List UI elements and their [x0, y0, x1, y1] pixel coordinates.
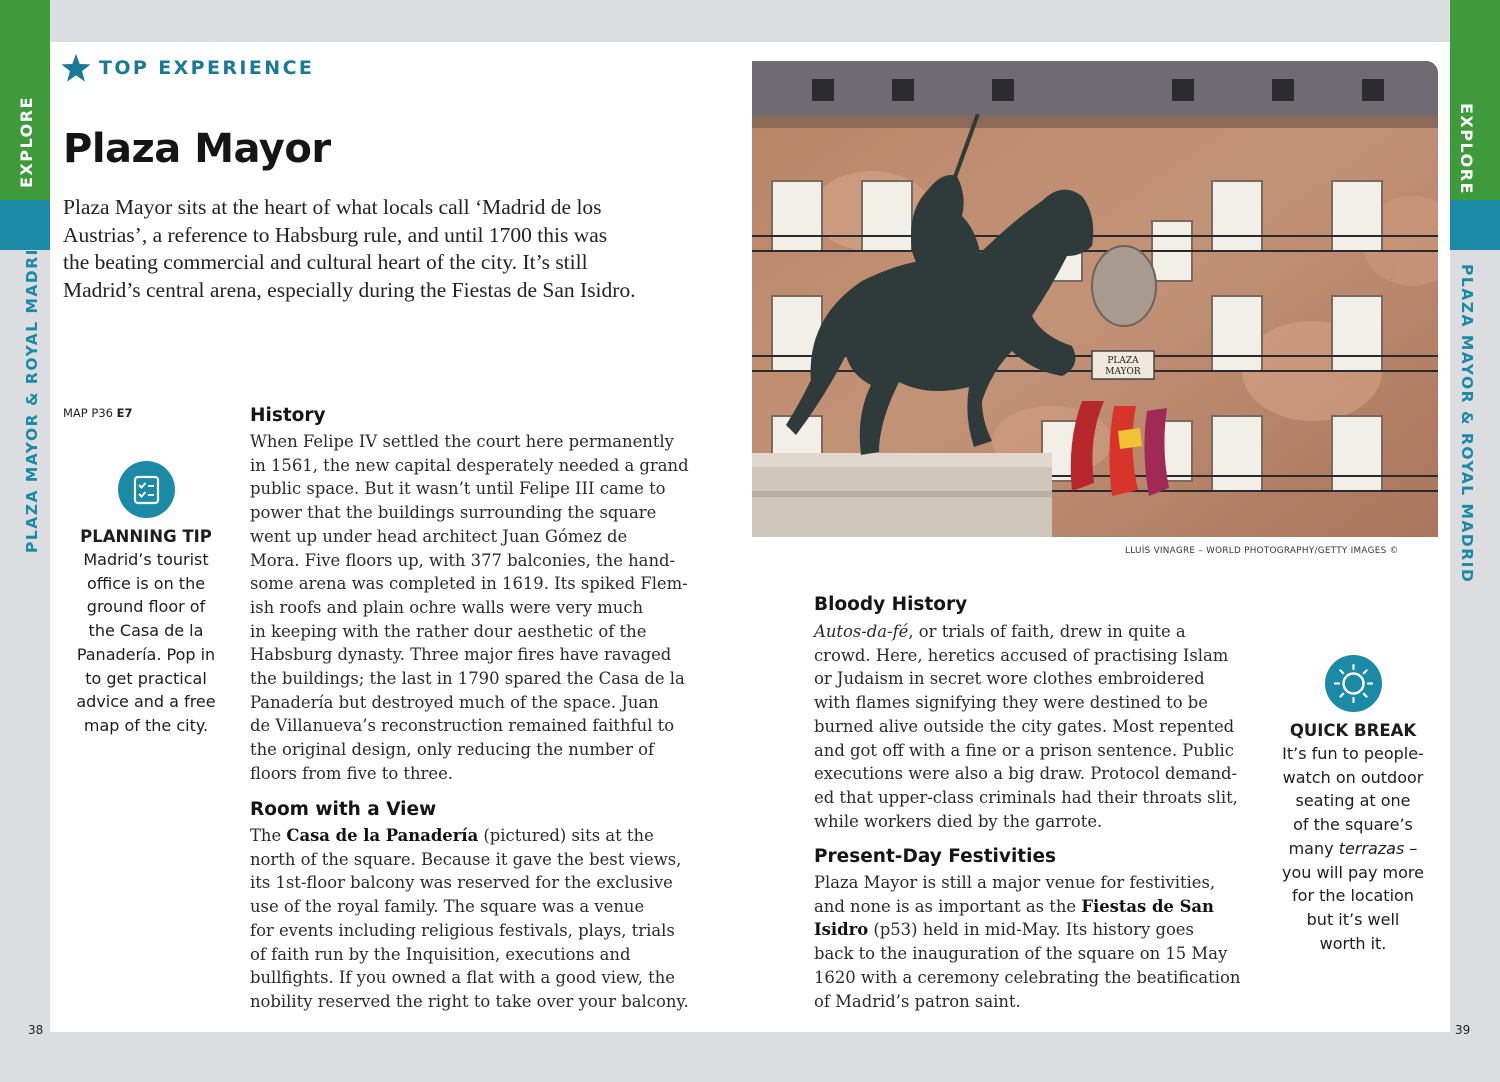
right-chapter-tab-band	[1450, 200, 1500, 250]
top-experience-kicker: TOP EXPERIENCE	[99, 57, 315, 79]
plaza-mayor-photo	[752, 61, 1438, 537]
right-page-number: 39	[1455, 1023, 1471, 1037]
bloody-history-body: Autos-da-fé, or trials of faith, drew in quite a crowd. Here, heretics accused of practising Islam or Judaism in secret wore clothes embroidered with flames signifying they were destined to be burned alive outside the city gates. Most repented and got off with a fine or a prison sentence. Public executions were also a big draw. Protocol demand- ed that upper-class criminals had their throats slit, while workers died by the garrote.	[814, 622, 1238, 831]
map-reference[interactable]: MAP P36 E7	[63, 406, 133, 420]
history-body: When Felipe IV settled the court here permanently in 1561, the new capital desperately needed a grand public space. But it wasn’t until Felipe III came to power that the buildings surrounding the square went up under head architect Juan Gómez de Mora. Five floors up, with 377 balconies, the hand- some arena was completed in 1619. Its spiked Flem- ish roofs and plain ochre walls were very much in keeping with the rather dour aesthetic of the Habsburg dynasty. Three major fires have ravaged the buildings; the last in 1790 spared the Casa de la Panadería but destroyed much of the space. Juan de Villanueva’s reconstruction remained faithful to the original design, only reducing the number of floors from five to three.	[250, 432, 689, 783]
room-view-body: The Casa de la Panadería (pictured) sits at the north of the square. Because it gave the best views, its 1st-floor balcony was reserved for the exclusive use of the royal family. The square was a venue for events including religious festivals, plays, trials of faith run by the Inquisition, executions and bullfights. If you owned a flat with a good view, the nobility reserved the right to take over your balcony.	[250, 826, 689, 1011]
right-chapter-label[interactable]: PLAZA MAYOR & ROYAL MADRID	[1458, 264, 1476, 584]
page-title: Plaza Mayor	[63, 126, 331, 172]
checklist-icon	[118, 461, 175, 518]
bloody-history-heading: Bloody History	[814, 594, 968, 615]
sun-icon	[1325, 655, 1382, 712]
right-explore-label: EXPLORE	[1457, 103, 1476, 195]
star-icon	[61, 54, 91, 82]
festivities-heading: Present-Day Festivities	[814, 846, 1057, 867]
intro-paragraph: Plaza Mayor sits at the heart of what locals call ‘Madrid de los Austrias’, a reference to Habsburg rule, and until 1700 this was the beating commercial and cultural heart of the city. It’s still Madrid’s central arena, especially during the Fiestas de San Isidro.	[63, 195, 636, 302]
room-view-heading: Room with a View	[250, 799, 437, 820]
history-heading: History	[250, 405, 326, 426]
planning-tip: PLANNING TIP Madrid’s tourist office is on the ground floor of the Casa de la Panadería. Pop in to get practical advice and a free map of the city.	[63, 525, 229, 738]
planning-tip-heading: PLANNING TIP	[80, 527, 212, 546]
quick-break: QUICK BREAK It’s fun to people- watch on outdoor seating at one of the square’s many terrazas – you will pay more for the location but it’s well worth it.	[1273, 719, 1433, 955]
festivities-body: Plaza Mayor is still a major venue for festivities, and none is as important as the Fiestas de San Isidro (p53) held in mid-May. Its history goes back to the inauguration of the square on 15 May 1620 with a ceremony celebrating the beatification of Madrid’s patron saint.	[814, 873, 1241, 1011]
left-chapter-label[interactable]: PLAZA MAYOR & ROYAL MADRID	[23, 233, 41, 553]
left-explore-label: EXPLORE	[17, 96, 36, 188]
photo-credit: LLUÍS VINAGRE – WORLD PHOTOGRAPHY/GETTY IMAGES ©	[1125, 546, 1399, 556]
quick-break-heading: QUICK BREAK	[1289, 721, 1417, 740]
photo-sign-line1: PLAZA	[1107, 356, 1139, 366]
photo-sign-line2: MAYOR	[1105, 367, 1141, 377]
left-page-number: 38	[28, 1023, 44, 1037]
